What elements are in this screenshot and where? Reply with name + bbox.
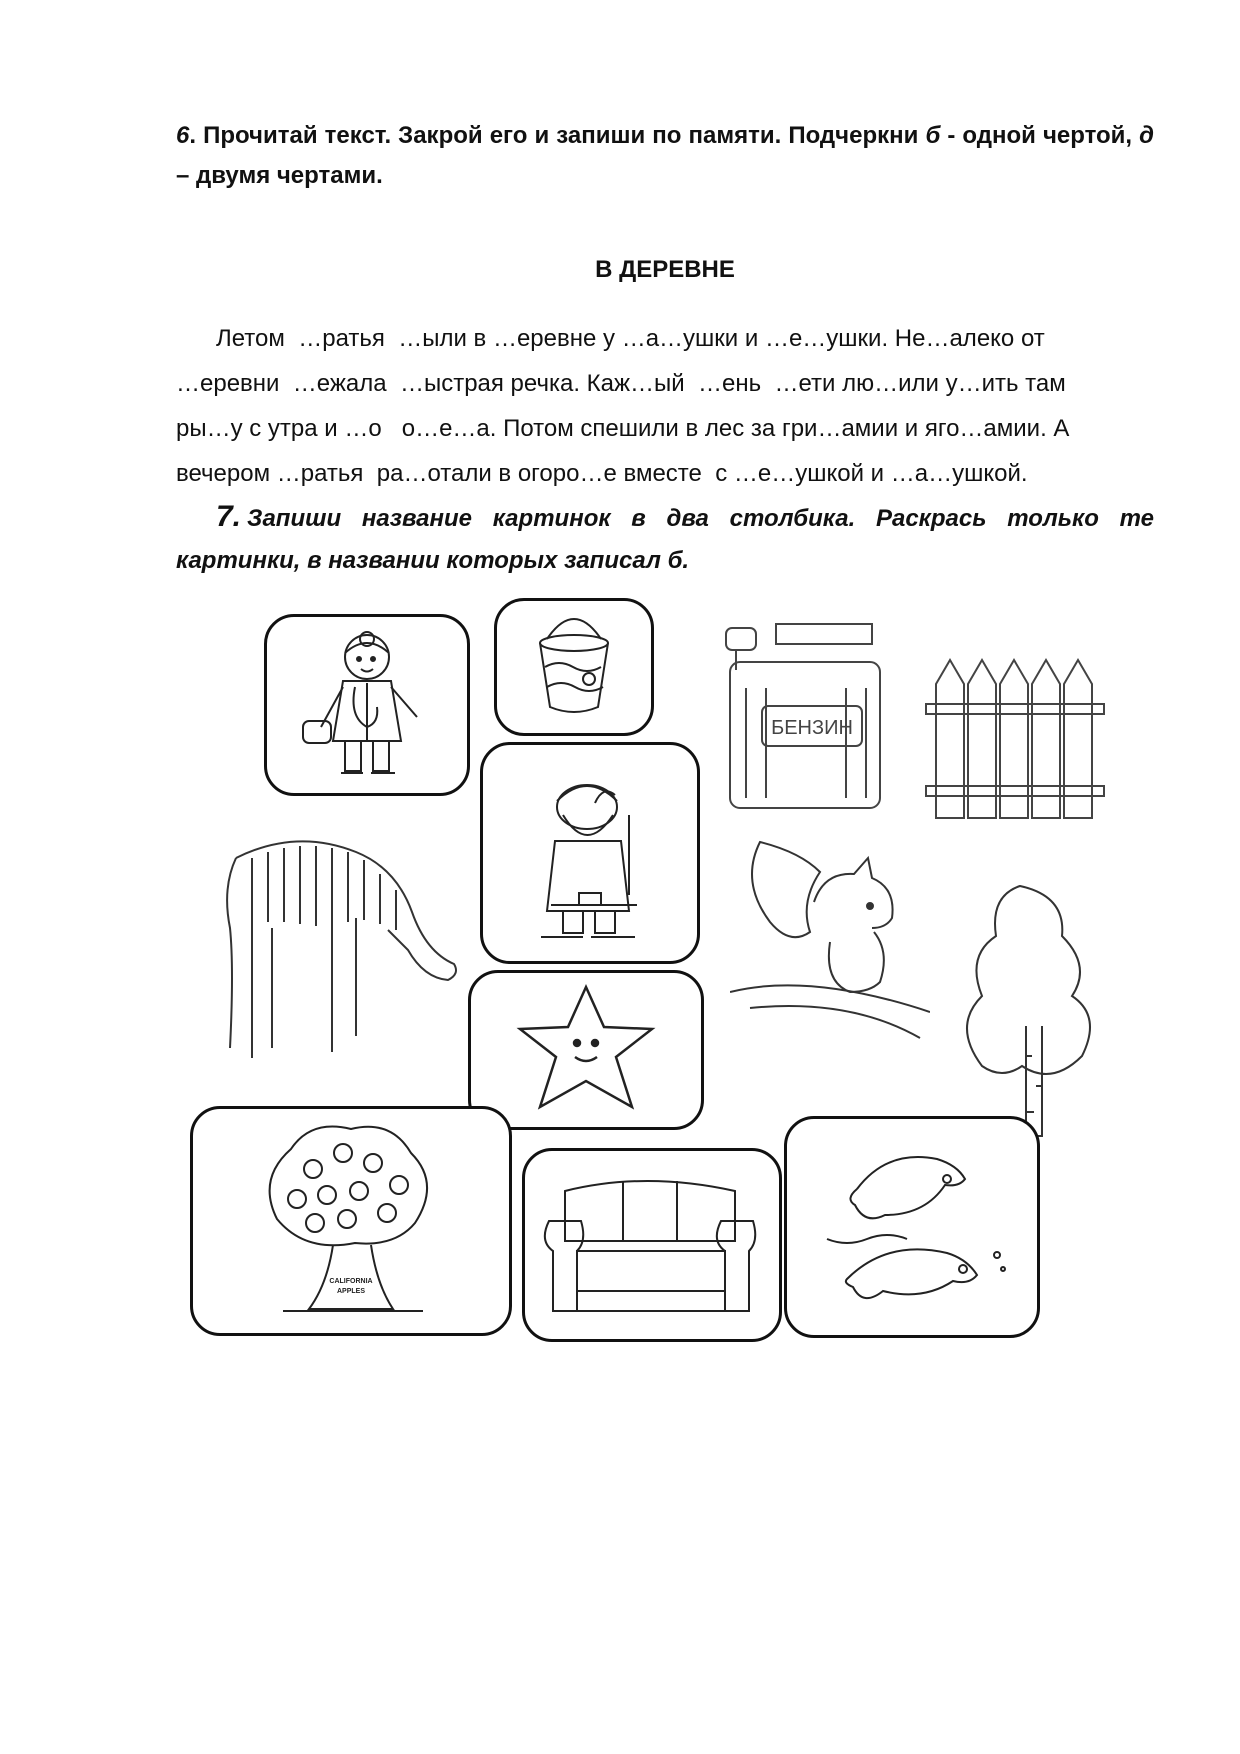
story-line: ры…у с утра и …о о…е…а. Потом спешили в лес за гри…амии и яго…амии. А bbox=[176, 415, 1070, 442]
story-line: вечером …ратья ра…отали в огоро…е вместе с …е…ушкой и …а…ушкой. bbox=[176, 460, 1028, 487]
birch-picture bbox=[960, 876, 1110, 1146]
bucket-card bbox=[494, 598, 654, 736]
soldier-icon bbox=[483, 745, 697, 961]
story-line: …еревни …ежала …ыстрая речка. Каж…ый …ень …ети лю…или у…ить там bbox=[176, 370, 1066, 397]
task-6-instruction bbox=[176, 116, 1154, 196]
dolphins-card bbox=[784, 1116, 1040, 1338]
story-title: В ДЕРЕВНЕ bbox=[595, 256, 735, 283]
task-6-text-c: – двумя чертами. bbox=[176, 162, 383, 189]
doctor-icon bbox=[267, 617, 467, 793]
dolphins-icon bbox=[787, 1119, 1037, 1335]
starfish-icon bbox=[471, 973, 701, 1127]
apple-tree-icon bbox=[193, 1109, 509, 1333]
squirrel-icon bbox=[730, 832, 930, 1046]
bucket-icon bbox=[497, 601, 651, 733]
birch-icon bbox=[960, 876, 1110, 1146]
story-text bbox=[176, 316, 1176, 496]
sofa-icon bbox=[525, 1151, 779, 1339]
task-7-instruction bbox=[176, 496, 1154, 582]
apple-tree-label-2: APPLES bbox=[336, 1288, 366, 1295]
task-6-text-b: - одной чертой, bbox=[940, 122, 1140, 149]
sofa-card bbox=[522, 1148, 782, 1342]
canister-picture bbox=[716, 618, 896, 818]
zebra-picture bbox=[212, 818, 462, 1070]
soldier-card bbox=[480, 742, 700, 964]
task-6-number: 6 bbox=[176, 122, 190, 149]
starfish-card bbox=[468, 970, 704, 1130]
fence-picture bbox=[922, 640, 1108, 824]
zebra-icon bbox=[212, 818, 462, 1070]
fence-icon bbox=[922, 640, 1108, 824]
canister-icon bbox=[716, 618, 896, 818]
story-line: Летом …ратья …ыли в …еревне у …а…ушки и …е…ушки. Не…алеко от bbox=[176, 325, 1045, 352]
doctor-card bbox=[264, 614, 470, 796]
task-7-number: 7. bbox=[216, 500, 242, 533]
task-6-text-a: . Прочитай текст. Закрой его и запиши по памяти. Подчеркни bbox=[189, 122, 926, 149]
task-6-letter-b: б bbox=[925, 122, 941, 149]
task-7-text: Запиши название картинок в два столбика. Раскрась только те картинки, в названии которых записал б. bbox=[176, 505, 1154, 574]
task-6-letter-d: д bbox=[1139, 122, 1154, 149]
canister-label: БЕНЗИН bbox=[771, 717, 853, 739]
apple-tree-card bbox=[190, 1106, 512, 1336]
apple-tree-label-1: CALIFORNIA bbox=[329, 1278, 373, 1285]
squirrel-picture bbox=[730, 832, 930, 1046]
